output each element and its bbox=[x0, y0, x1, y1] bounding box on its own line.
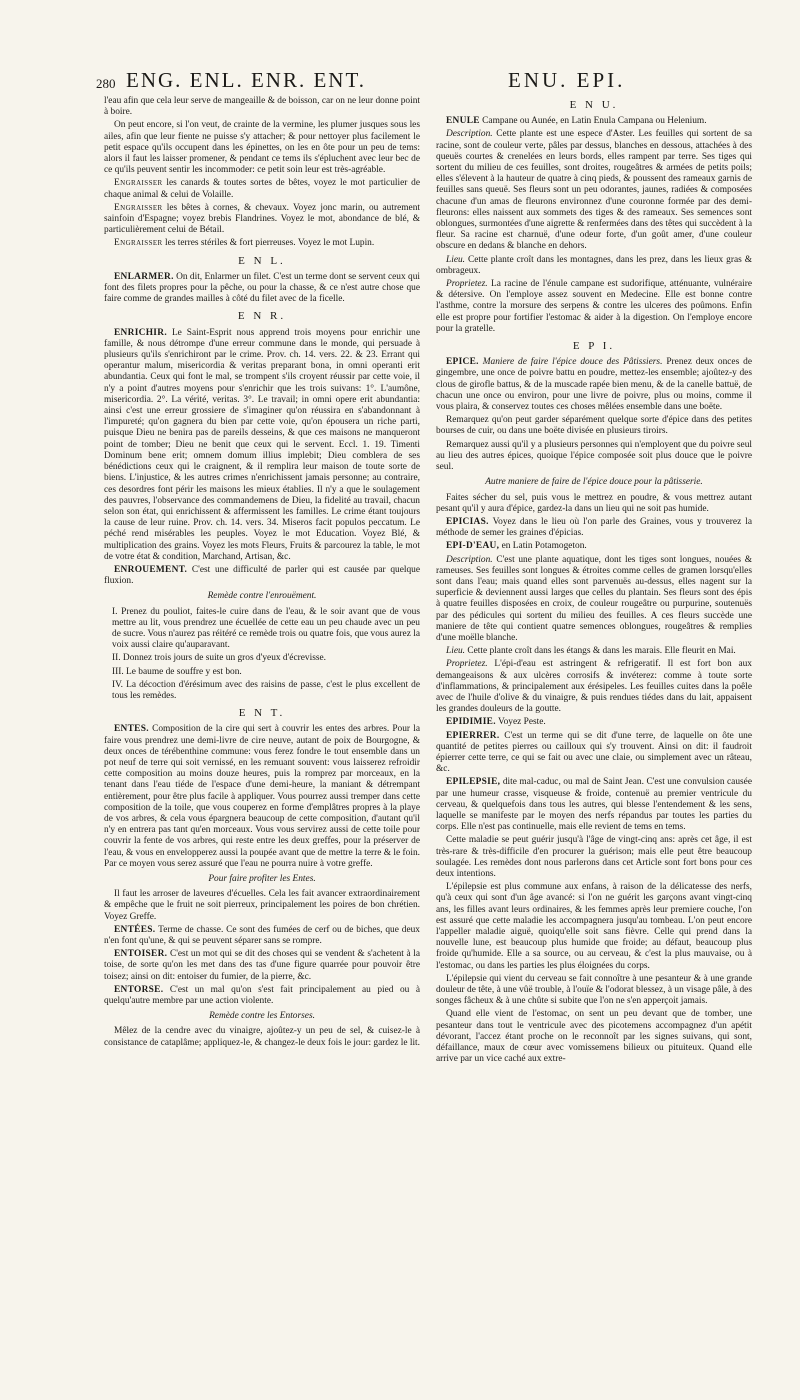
entry-head: Engraisser bbox=[114, 202, 163, 213]
entry-engraisser-3 bbox=[104, 238, 420, 249]
list-item: I. Prenez du pouliot, faites-le cuire dans de l'eau, & le soir avant que de vous mettre au lit, vous prendrez une écuellée de cette eau un peu chaude avec un peu de sucre. Vous n'aurez pas réitéré ce remède trois ou quatre fois, que vous aurez la voix aussi claire qu'auparavant. bbox=[112, 606, 420, 651]
entry-proprietez bbox=[436, 659, 752, 715]
paragraph: Cette maladie se peut guérir jusqu'à l'âge de vingt-cinq ans: après cet âge, il est très-rare & très-difficile d'en procurer la guérison; mais elle peut être beaucoup soulagée. Les remèdes dont nous parlerons dans cet Article sont fort bons pour ces deux intentions. bbox=[436, 835, 752, 879]
paragraph: Remarquez aussi qu'il y a plusieurs personnes qui n'employent que du poivre seul au lieu des autres épices, quoique l'épice composée soit plus douce que le poivre seul. bbox=[436, 439, 752, 473]
entry-text: On dit, Enlarmer un filet. C'est un terme dont se servent ceux qui font des filets propres pour la pêche, ou pour la chasse, & ce n'est autre chose que faire comme de grandes mailles à côté du filet avec de la ficelle. bbox=[104, 271, 420, 305]
section-letter-enu: E N U. bbox=[569, 99, 619, 111]
entry-text: les bêtes à cornes, & chevaux. Voyez jonc marin, ou autrement sainfoin d'Espagne; voyez brebis Flandrines. Voyez le mot, abondance de blé, & particulièrement celui de Bétail. bbox=[104, 202, 420, 236]
entry-head: Lieu. bbox=[446, 646, 466, 657]
section-letter-enl: E N L. bbox=[238, 254, 286, 267]
entry-enrichir bbox=[104, 328, 420, 563]
paragraph: L'épilepsie est plus commune aux enfans, à raison de la délicatesse des nerfs, qu'à ceux qui sont d'un âge avancé: si l'on ne guérit les garçons avant vingt-cinq ans, les filles avant leurs ordinaires, & les femmes après leur premiere couche, l'on est assuré que cette maladie les accompagnera jusqu'au tombeau. L'on peut encore l'appeller maladie aiguë, quoiqu'elle soit sans fièvre. Celle qui prend dans la nouvelle lune, est beaucoup plus humide que froide; au défaut, beaucoup plus froide qu'humide. Elle a sa source, ou au cerveau, & c'est la plus mauvaise, ou à l'estomac, ou dans les parties les plus éloignées du corps. bbox=[436, 882, 752, 971]
entry-head: ENTORSE. bbox=[114, 984, 164, 995]
entry-engraisser-2 bbox=[104, 203, 420, 237]
entry-epicias bbox=[436, 517, 752, 539]
paragraph: Il faut les arroser de laveures d'écuelles. Cela les fait avancer extraordinairement & empêche que le fruit ne soit pierreux, principalement les poires de bon chrétien. Voyez Greffe. bbox=[104, 889, 420, 922]
entry-text: C'est un mot qui se dit des choses qui se vendent & s'achetent à la toise, de sorte qu'on les met dans des tas d'une figure quarrée pour pouvoir être toisez; ainsi on dit: entoiser du fumier, de la pierre, &c. bbox=[104, 949, 420, 982]
entry-text: Cette plante est une espece d'Aster. Les feuilles qui sortent de sa racine, sont de couleur verte, pâles par dessus, blanches en dessous, attachées à des queuës courtes & crenelées en leurs bords, elles rampent par terre. Ses tiges qui sortent du milieu de ces feuilles, sont droites, rougeâtres & armées de petits poils; elles s'élevent à la hauteur de quatre à cinq pieds, & poussent des rameaux garnis de feuilles sans queuë. Ses fleurs sont un peu odorantes, jaunes, radiées & composées chacune d'un amas de fleurons environnez d'une couronne formée par des demi-fleurons: elles naissent aux sommets des tiges & des rameaux. Ses semences sont oblongues, surmontées d'une aigrette & renfermées dans des têtes qui succèdent à la fleur. Sa racine est charnuë, d'une odeur forte, d'un goût amer, d'une couleur obscure en dedans & blanche en dehors. bbox=[436, 129, 753, 252]
entry-head: Engraisser bbox=[114, 238, 163, 249]
entry-text: en Latin Potamogeton. bbox=[501, 541, 587, 552]
entry-text: les terres stériles & fort pierreuses. Voyez le mot Lupin. bbox=[164, 238, 375, 249]
entry-epice bbox=[436, 357, 752, 413]
entry-head: ENROUEMENT. bbox=[114, 564, 188, 575]
entry-text: C'est un terme qui se dit d'une terre, de laquelle on ôte une quantité de petites pierres ou cailloux qui s'y trouvent. Ainsi on dit: il faudroit épierrer cette terre, ce qui se fait ou avec une claie, ou simplement avec un râteau, &c. bbox=[436, 730, 753, 775]
paragraph: l'eau afin que cela leur serve de mangeaille & de boisson, car on ne leur donne point à boire. bbox=[104, 96, 420, 118]
section-letter-epi: E P I. bbox=[572, 340, 616, 353]
entry-text: Le Saint-Esprit nous apprend trois moyens pour enrichir une famille, & nous détrompe d'une erreur commune dans le monde, qui persuade à plusieurs qu'ils s'enrichiront par le crime. Prov. ch. 14. vers. 22. & 23. Errant qui operantur malum, misericordia & veritas preparant bona, in omni operanti erit abundantia. Ceux qui font le mal, se trompent s'ils croyent réussir par cette voie, il n'y a point d'autres moyens pour s'enrichir que les trois suivans: 1°. L'aumône, misericordia. 2°. La vérité, veritas. 3°. Le travail; in omni opere erit abundantia: ainsi c'est une erreur grossiere de s'imaginer qu'on réussira en s'abandonnant à l'impureté; qu'on gagnera du bien par cette voie, qu'on épousera un riche parti, puisque Dieu ne benira pas de pareils desseins, & que ces maisons ne manqueront point de tomber; Dieu ne benit que ceux qui le servent. Eccl. 1. 19. Timenti Dominum bene erit; omnem domum illius implebit; Dieu comblera de ses bénédictions ceux qui le craignent, & il remplira leur maison de toute sorte de biens. L'injustice, & les autres crimes n'enrichissent jamais personne; au contraire, ces desordres font périr les maisons les mieux établies. Il n'y a que le soulagement des pauvres, l'observance des commandemens de Dieu, la fidelité au travail, chacun selon son état, qui enrichissent & affermissent les familles. Le crime étant toujours la cause de leur ruine. Prov. ch. 14. vers. 34. Miseros facit populos peccatum. Le péché rend misérables les peuples. Voyez le mot Education. Voyez Blé, & multiplication des grains. Voyez les mots Fleurs, Fruits & parcourez la table, le mot de votre état & condition, Marchand, Artisan, &c. bbox=[104, 327, 420, 562]
subheading: Remède contre les Entorses. bbox=[209, 1011, 315, 1022]
remedy-list bbox=[104, 607, 420, 703]
section-letter-ent: E N T. bbox=[238, 707, 286, 720]
entry-text: les canards & toutes sortes de bêtes, voyez le mot particulier de chaque animal & celui de Volaille. bbox=[104, 178, 421, 200]
entry-head: EPILEPSIE, bbox=[446, 777, 501, 788]
entry-epideau bbox=[436, 541, 752, 552]
entry-lieu bbox=[436, 255, 752, 277]
entry-entees bbox=[104, 925, 420, 947]
entry-epilepsie bbox=[436, 777, 752, 833]
subheading: Autre maniere de faire de l'épice douce pour la pâtisserie. bbox=[485, 477, 703, 488]
two-column-body bbox=[104, 96, 752, 1067]
running-head-left: ENG. ENL. ENR. ENT. bbox=[126, 68, 366, 92]
entry-head: ENLARMER. bbox=[114, 271, 174, 282]
entry-epidimie bbox=[436, 717, 752, 728]
entry-head: ENTES. bbox=[114, 724, 149, 735]
entry-head: EPI-D'EAU, bbox=[446, 541, 500, 552]
paragraph: Quand elle vient de l'estomac, on sent un peu devant que de tomber, une pesanteur dans tout le ventricule avec des picotemens accompagnez d'un apétit dévorant, l'accez étant proche on le reconnoît par les signes suivans, qui sont, défaillance, maux de cœur avec vomissemens bilieux ou pituiteux. Quand elle arrive par un vice caché aux extre- bbox=[436, 1009, 752, 1065]
entry-text: Voyez dans le lieu où l'on parle des Graines, vous y trouverez la méthode de semer les graines d'épicias. bbox=[436, 516, 752, 539]
paragraph: Mêlez de la cendre avec du vinaigre, ajoûtez-y un peu de sel, & cuisez-le à consistance de cataplâme; appliquez-le, & changez-le deux fois le jour: gardez le lit. bbox=[104, 1026, 421, 1048]
entry-head: EPICE. bbox=[446, 357, 479, 368]
entry-head: EPICIAS. bbox=[446, 516, 489, 527]
entry-text: Cette plante croît dans les étangs & dans les marais. Elle fleurit en Mai. bbox=[467, 646, 736, 657]
entry-text: La racine de l'énule campane est sudorifique, atténuante, vulnéraire & détersive. On l'employe assez souvent en Medecine. Elle est bonne contre l'asthme, contre la morsure des serpens & contre les ulceres des poûmons. Enfin elle est propre pour fortifier l'estomac & aider à la digestion. On l'employe encore pour la gratelle. bbox=[436, 279, 752, 334]
subheading: Pour faire profiter les Entes. bbox=[208, 874, 316, 884]
entry-text: Composition de la cire qui sert à couvrir les entes des arbres. Pour la faire vous prendrez une demi-livre de cire neuve, autant de poix de Bourgogne, & deux onces de térébenthine commune: vous ferez fondre le tout ensemble dans un pot neuf de terre qui soit vernissé, en les remuant souvent: vous laisserez refroidir cette composition au moins douze heures, puis la romprez par morceaux, en la tenant dans l'eau tiéde de l'espace d'une demi-heure, la maniant & détrempant entièrement, pour être plus facile à appliquer. Vous pourrez aussi tremper dans cette composition de la toile, que vous couperez en forme d'emplâtres propres à la playe de vos arbres, & cela vous épargnera beaucoup de cette composition, d'autant qu'il n'y en entrera pas tant qu'en morceaux. Vous vous servirez aussi de cette toile pour couvrir la fente de vos arbres, qui reste entre les deux greffes, pour la préserver de l'eau, & vous en envelopperez aussi la poupée avant que de mettre la terre & le foin. Par ce moyen vous serez assuré que l'eau ne pourra nuire à votre greffe. bbox=[104, 724, 420, 869]
entry-text: C'est une difficulté de parler qui est causée par quelque fluxion. bbox=[104, 564, 421, 587]
entry-head: Proprietez. bbox=[446, 659, 488, 670]
entry-text: Voyez Peste. bbox=[498, 717, 546, 728]
entry-text: Prenez deux onces de gingembre, une once de poivre battu en poudre, mettez-les ensemble; ajoûtez-y des clous de girofle battus, & de la muscade rapée bien menu, & de la canelle battuë, de chacun une once ou environ, pour une livre de poivre, plus ou moins, comme il vous plaira, & conservez toutes ces choses mêlées ensemble dans une boëte. bbox=[436, 357, 753, 413]
entry-text: C'est un mal qu'on s'est fait principalement au pied ou à quelqu'autre membre par une action violente. bbox=[104, 984, 421, 1007]
left-column bbox=[104, 96, 420, 1067]
entry-text: C'est une plante aquatique, dont les tiges sont longues, nouées & rameuses. Ses feuilles sont longues & étroites comme celles de gramen lorsqu'elles sont dans l'eau; mais quand elles sont parvenuës au-dessus, elles nagent sur la superficie & deviennent aussi larges que celles du plantain. Ses fleurs sont des épis à quatre feuilles disposées en croix, de couleur rougeâtre ou purpurine, soutenuës par des pédicules qui sortent du milieu des feuilles. A ces fleurs succède une maniere de tête qui contient quatre semences oblongues, rougeâtres & remplies d'une moëlle blanche. bbox=[436, 554, 752, 643]
right-column bbox=[436, 94, 752, 1067]
subheading: Remède contre l'enrouëment. bbox=[207, 591, 317, 602]
list-item: III. Le baume de souffre y est bon. bbox=[112, 666, 242, 677]
entry-head: Proprietez. bbox=[446, 279, 488, 290]
entry-head: Engraisser bbox=[114, 178, 163, 189]
entry-text: Terme de chasse. Ce sont des fumées de cerf ou de biches, que deux n'en font qu'une, & qui se peuvent séparer sans se rompre. bbox=[104, 924, 420, 947]
entry-entorse bbox=[104, 985, 420, 1007]
running-head bbox=[96, 68, 752, 92]
section-letter-enr: E N R. bbox=[237, 310, 287, 323]
entry-entoiser bbox=[104, 949, 420, 983]
paragraph: Remarquez qu'on peut garder séparément quelque sorte d'épice dans des petites bourses de cuir, ou dans une boëte divisée en plusieurs tiroirs. bbox=[436, 415, 752, 437]
entry-engraisser-1 bbox=[104, 178, 420, 200]
entry-head: Description. bbox=[446, 129, 493, 140]
list-item: IV. La décoction d'érésimum avec des raisins de passe, c'est le plus excellent de tous les remèdes. bbox=[112, 679, 420, 701]
paragraph: L'épilepsie qui vient du cerveau se fait connoître à une pesanteur & à une grande douleur de tête, à une vûë trouble, à l'ouïe & l'odorat blessez, à un visage pâle, à des songes fâcheux & à une chûte si subite que l'on ne s'en apperçoit jamais. bbox=[436, 973, 752, 1007]
entry-head: Description. bbox=[446, 554, 493, 565]
entry-enlarmer bbox=[104, 272, 420, 306]
entry-head: ENULE bbox=[446, 116, 480, 127]
entry-head: Lieu. bbox=[446, 254, 466, 265]
entry-entes bbox=[104, 724, 420, 870]
list-item: II. Donnez trois jours de suite un gros d'yeux d'écrevisse. bbox=[112, 653, 327, 664]
entry-head: ENTOISER. bbox=[114, 949, 168, 960]
entry-subtitle: Maniere de faire l'épice douce des Pâtissiers. bbox=[482, 357, 663, 368]
entry-description bbox=[436, 555, 752, 645]
entry-epierrer bbox=[436, 731, 752, 776]
entry-enule bbox=[436, 116, 752, 127]
entry-proprietez bbox=[436, 279, 752, 335]
entry-text: L'épi-d'eau est astringent & refrigeratif. Il est fort bon aux demangeaisons & aux ulcères corrosifs & invéterez: comme à toute sorte d'inflammations, & principalement aux érésipeles. Les feuilles cuites dans la poêle avec de l'huile d'olive & du vinaigre, & puis rendues tiédes dans du lait, appaisent les grandes douleurs de la goutte. bbox=[436, 659, 752, 715]
entry-head: EPIDIMIE. bbox=[446, 717, 496, 728]
paragraph: Faites sécher du sel, puis vous le mettrez en poudre, & vous mettrez autant pesant qu'il y aura d'épice, gardez-la dans un lieu qui ne soit pas humide. bbox=[436, 492, 752, 514]
entry-description bbox=[436, 129, 752, 252]
entry-lieu bbox=[436, 646, 752, 657]
entry-head: EPIERRER. bbox=[446, 730, 500, 741]
entry-text: Cette plante croît dans les montagnes, dans les prez, dans les lieux gras & ombrageux. bbox=[436, 254, 753, 276]
page-number: 280 bbox=[96, 76, 116, 91]
entry-head: ENRICHIR. bbox=[114, 327, 167, 338]
paragraph: On peut encore, si l'on veut, de crainte de la vermine, les plumer jusques sous les ailes, afin que leur fiente ne puisse s'y attacher; & pour nettoyer plus facilement le petit espace qu'ils occupent dans les épinettes, on les en ôte pour un peu de tems: alors il faut les laisser promener, & pendant ce tems ils s'épluchent avec leur bec de ce qu'ils peuvent sentir les incommoder: ce petit soin leur est très-agréable. bbox=[104, 120, 420, 176]
entry-enrouement bbox=[104, 565, 420, 587]
entry-text: Campane ou Aunée, en Latin Enula Campana ou Helenium. bbox=[482, 116, 707, 127]
entry-text: dite mal-caduc, ou mal de Saint Jean. C'est une convulsion causée par une humeur crasse, visqueuse & froide, contenuë au premier ventricule du cerveau, & quelquefois dans tous les autres, qui blesse l'entendement & les sens, laquelle se manifeste par le moyen des nerfs répandus par toutes les parties du corps. Elle n'est pas continuelle, mais elle revient de tems en tems. bbox=[436, 777, 752, 833]
running-head-right: ENU. EPI. bbox=[508, 68, 626, 92]
entry-head: ENTÉES. bbox=[114, 924, 156, 935]
